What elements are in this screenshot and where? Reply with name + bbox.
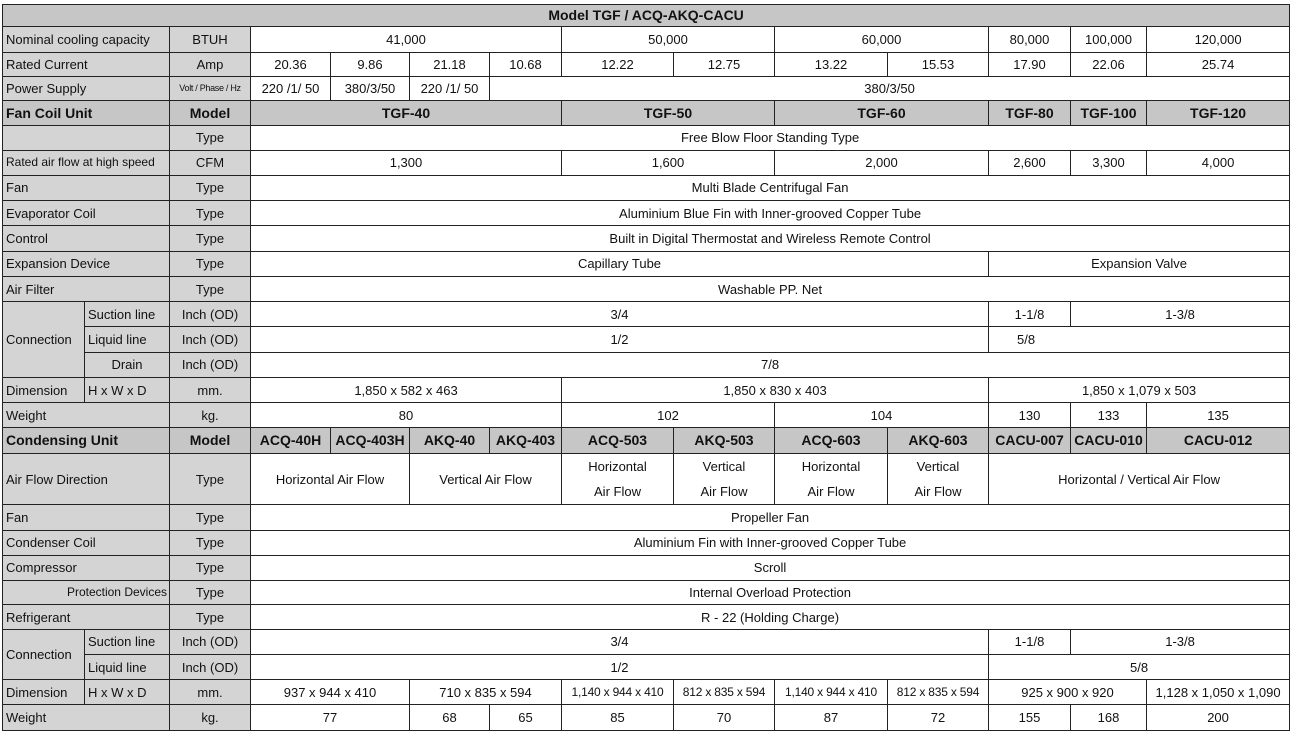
row-cu-dimension — [3, 680, 1290, 705]
cell-cu-dimension: 937 x 944 x 410 — [251, 680, 410, 705]
cell-air-direction — [674, 453, 775, 505]
label-suction: Suction line — [85, 302, 170, 327]
section-fan-coil-unit: Fan Coil Unit — [3, 101, 170, 126]
label-compressor: Compressor — [3, 555, 170, 580]
unit-liquid: Inch (OD) — [170, 327, 251, 352]
label-protection: Protection Devices — [3, 581, 170, 605]
cell-cu-weight: 87 — [775, 705, 888, 731]
label-fan: Fan — [3, 175, 170, 200]
unit-cu-dimension: mm. — [170, 680, 251, 705]
row-air-direction — [3, 453, 1290, 505]
unit-fcu-type: Type — [170, 126, 251, 150]
cell-cu-weight: 168 — [1071, 705, 1147, 731]
unit-evap: Type — [170, 201, 251, 226]
unit-fan: Type — [170, 175, 251, 200]
row-protection — [3, 581, 1290, 605]
cell-cu-suction: 1-3/8 — [1071, 629, 1290, 654]
model-cu: AKQ-603 — [888, 428, 989, 453]
unit-fcu-model: Model — [170, 101, 251, 126]
unit-nominal: BTUH — [170, 27, 251, 52]
cell-evap: Aluminium Blue Fin with Inner-grooved Copper Tube — [251, 201, 1290, 226]
table-title: Model TGF / ACQ-AKQ-CACU — [3, 5, 1290, 27]
cell-weight: 102 — [562, 403, 775, 428]
cell-liquid: 1/2 — [251, 327, 989, 352]
row-rated-current — [3, 52, 1290, 76]
cell-power: 380/3/50 — [490, 76, 1290, 100]
cell-cu-dimension: 710 x 835 x 594 — [410, 680, 562, 705]
cell-current: 12.75 — [674, 52, 775, 76]
row-control — [3, 226, 1290, 251]
cell-cu-weight: 72 — [888, 705, 989, 731]
cell-fan: Multi Blade Centrifugal Fan — [251, 175, 1290, 200]
cell-weight: 104 — [775, 403, 989, 428]
cell-airflow: 2,000 — [775, 150, 989, 175]
row-filter — [3, 276, 1290, 301]
unit-refrigerant: Type — [170, 605, 251, 629]
cell-protection: Internal Overload Protection — [251, 581, 1290, 605]
label-rated-current: Rated Current — [3, 52, 170, 76]
cell-air-direction — [775, 453, 888, 505]
cell-current: 9.86 — [331, 52, 410, 76]
cell-weight: 135 — [1147, 403, 1290, 428]
air-dir-line: Air Flow — [914, 484, 962, 500]
unit-control: Type — [170, 226, 251, 251]
cell-refrigerant: R - 22 (Holding Charge) — [251, 605, 1290, 629]
cell-cu-dimension: 1,128 x 1,050 x 1,090 — [1147, 680, 1290, 705]
row-refrigerant — [3, 605, 1290, 629]
row-fcu-fan — [3, 175, 1290, 200]
unit-cu-fan: Type — [170, 505, 251, 530]
cell-weight: 80 — [251, 403, 562, 428]
row-fcu-type — [3, 126, 1290, 150]
model-cu: ACQ-403H — [331, 428, 410, 453]
cell-dimension: 1,850 x 582 x 463 — [251, 377, 562, 402]
unit-airflow: CFM — [170, 150, 251, 175]
unit-expansion: Type — [170, 251, 251, 276]
air-dir-line: Air Flow — [700, 484, 748, 500]
cell-power: 220 /1/ 50 — [251, 76, 331, 100]
label-liquid: Liquid line — [85, 327, 170, 352]
cell-control: Built in Digital Thermostat and Wireless Remote Control — [251, 226, 1290, 251]
cell-nominal: 60,000 — [775, 27, 989, 52]
label-air-direction: Air Flow Direction — [3, 453, 170, 505]
cell-cu-weight: 85 — [562, 705, 674, 731]
cell-suction: 1-1/8 — [989, 302, 1071, 327]
label-weight: Weight — [3, 403, 170, 428]
cell-cu-weight: 68 — [410, 705, 490, 731]
label-cu-suction: Suction line — [85, 629, 170, 654]
cell-airflow: 1,300 — [251, 150, 562, 175]
unit-protection: Type — [170, 581, 251, 605]
row-fcu-drain — [3, 352, 1290, 377]
cell-weight: 130 — [989, 403, 1071, 428]
label-airflow: Rated air flow at high speed — [3, 150, 170, 175]
cell-current: 22.06 — [1071, 52, 1147, 76]
model-cu: ACQ-603 — [775, 428, 888, 453]
model-cu: AKQ-40 — [410, 428, 490, 453]
cell-air-direction: Vertical Air Flow — [410, 453, 562, 505]
cell-cu-weight: 65 — [490, 705, 562, 731]
label-refrigerant: Refrigerant — [3, 605, 170, 629]
unit-dimension: mm. — [170, 377, 251, 402]
cell-expansion: Capillary Tube — [251, 251, 989, 276]
cell-power: 220 /1/ 50 — [410, 76, 490, 100]
cell-nominal: 120,000 — [1147, 27, 1290, 52]
label-expansion: Expansion Device — [3, 251, 170, 276]
model-cu: CACU-007 — [989, 428, 1071, 453]
unit-cond-coil: Type — [170, 530, 251, 555]
label-blank — [3, 126, 170, 150]
cell-current: 25.74 — [1147, 52, 1290, 76]
cell-cond-coil: Aluminium Fin with Inner-grooved Copper Tube — [251, 530, 1290, 555]
cell-cu-dimension: 1,140 x 944 x 410 — [562, 680, 674, 705]
cell-cu-dimension: 925 x 900 x 920 — [989, 680, 1147, 705]
model-tgf: TGF-100 — [1071, 101, 1147, 126]
row-cu-fan — [3, 505, 1290, 530]
cell-weight: 133 — [1071, 403, 1147, 428]
label-fcu-connection: Connection — [3, 302, 85, 378]
cell-dimension: 1,850 x 830 x 403 — [562, 377, 989, 402]
cell-expansion: Expansion Valve — [989, 251, 1290, 276]
unit-power: Volt / Phase / Hz — [170, 76, 251, 100]
cell-current: 15.53 — [888, 52, 989, 76]
cell-airflow: 2,600 — [989, 150, 1071, 175]
label-cu-weight: Weight — [3, 705, 170, 731]
label-control: Control — [3, 226, 170, 251]
cell-nominal: 80,000 — [989, 27, 1071, 52]
cell-cu-suction: 1-1/8 — [989, 629, 1071, 654]
row-cu-liquid — [3, 654, 1290, 679]
model-cu: CACU-012 — [1147, 428, 1290, 453]
cell-cu-fan: Propeller Fan — [251, 505, 1290, 530]
row-fcu-liquid — [3, 327, 1290, 352]
cell-cu-weight: 200 — [1147, 705, 1290, 731]
model-tgf: TGF-60 — [775, 101, 989, 126]
unit-cu-model: Model — [170, 428, 251, 453]
cell-cu-dimension: 1,140 x 944 x 410 — [775, 680, 888, 705]
unit-weight: kg. — [170, 403, 251, 428]
cell-drain: 7/8 — [251, 352, 1290, 377]
unit-drain: Inch (OD) — [170, 352, 251, 377]
air-dir-line: Horizontal — [588, 459, 647, 475]
unit-cu-suction: Inch (OD) — [170, 629, 251, 654]
cell-cu-weight: 77 — [251, 705, 410, 731]
air-dir-line: Air Flow — [807, 484, 855, 500]
label-dimension: Dimension — [3, 377, 85, 402]
cell-dimension: 1,850 x 1,079 x 503 — [989, 377, 1290, 402]
cell-current: 20.36 — [251, 52, 331, 76]
cell-air-direction: Horizontal Air Flow — [251, 453, 410, 505]
spec-table — [2, 4, 1290, 731]
label-power: Power Supply — [3, 76, 170, 100]
model-cu: CACU-010 — [1071, 428, 1147, 453]
air-dir-line: Vertical — [916, 459, 960, 475]
cell-nominal: 50,000 — [562, 27, 775, 52]
unit-filter: Type — [170, 276, 251, 301]
row-fcu-suction — [3, 302, 1290, 327]
unit-cu-weight: kg. — [170, 705, 251, 731]
unit-cu-liquid: Inch (OD) — [170, 654, 251, 679]
label-cu-fan: Fan — [3, 505, 170, 530]
cell-compressor: Scroll — [251, 555, 1290, 580]
row-nominal — [3, 27, 1290, 52]
row-cu-weight — [3, 705, 1290, 731]
label-cond-coil: Condenser Coil — [3, 530, 170, 555]
cell-current: 10.68 — [490, 52, 562, 76]
row-fcu-dimension — [3, 377, 1290, 402]
model-tgf: TGF-50 — [562, 101, 775, 126]
cell-nominal: 100,000 — [1071, 27, 1147, 52]
label-cu-connection: Connection — [3, 629, 85, 680]
row-compressor — [3, 555, 1290, 580]
model-cu: AKQ-403 — [490, 428, 562, 453]
label-cu-hwd: H x W x D — [85, 680, 170, 705]
cell-fcu-type: Free Blow Floor Standing Type — [251, 126, 1290, 150]
label-drain: Drain — [85, 352, 170, 377]
cell-current: 13.22 — [775, 52, 888, 76]
model-cu: ACQ-40H — [251, 428, 331, 453]
cell-liquid: 5/8 — [989, 327, 1290, 352]
model-cu: ACQ-503 — [562, 428, 674, 453]
model-tgf: TGF-80 — [989, 101, 1071, 126]
cell-air-direction — [562, 453, 674, 505]
row-fcu-model — [3, 101, 1290, 126]
row-cu-suction — [3, 629, 1290, 654]
row-power — [3, 76, 1290, 100]
label-filter: Air Filter — [3, 276, 170, 301]
air-dir-line: Horizontal — [801, 459, 861, 475]
unit-suction: Inch (OD) — [170, 302, 251, 327]
model-tgf: TGF-120 — [1147, 101, 1290, 126]
row-airflow — [3, 150, 1290, 175]
section-condensing-unit: Condensing Unit — [3, 428, 170, 453]
unit-air-direction: Type — [170, 453, 251, 505]
label-cu-liquid: Liquid line — [85, 654, 170, 679]
cell-airflow: 4,000 — [1147, 150, 1290, 175]
air-dir-line: Air Flow — [594, 484, 641, 500]
cell-current: 21.18 — [410, 52, 490, 76]
cell-power: 380/3/50 — [331, 76, 410, 100]
cell-suction: 3/4 — [251, 302, 989, 327]
cell-air-direction — [888, 453, 989, 505]
cell-current: 17.90 — [989, 52, 1071, 76]
cell-cu-weight: 155 — [989, 705, 1071, 731]
cell-cu-liquid: 1/2 — [251, 654, 989, 679]
cell-suction: 1-3/8 — [1071, 302, 1290, 327]
cell-current: 12.22 — [562, 52, 674, 76]
air-dir-line: Vertical — [702, 459, 746, 475]
cell-airflow: 1,600 — [562, 150, 775, 175]
model-tgf: TGF-40 — [251, 101, 562, 126]
cell-cu-dimension: 812 x 835 x 594 — [674, 680, 775, 705]
row-evap — [3, 201, 1290, 226]
cell-airflow: 3,300 — [1071, 150, 1147, 175]
cell-cu-weight: 70 — [674, 705, 775, 731]
row-fcu-weight — [3, 403, 1290, 428]
label-nominal: Nominal cooling capacity — [3, 27, 170, 52]
label-cu-dimension: Dimension — [3, 680, 85, 705]
cell-cu-liquid: 5/8 — [989, 654, 1290, 679]
row-cu-model — [3, 428, 1290, 453]
cell-nominal: 41,000 — [251, 27, 562, 52]
cell-cu-suction: 3/4 — [251, 629, 989, 654]
cell-air-direction: Horizontal / Vertical Air Flow — [989, 453, 1290, 505]
label-evap: Evaporator Coil — [3, 201, 170, 226]
unit-compressor: Type — [170, 555, 251, 580]
row-cond-coil — [3, 530, 1290, 555]
label-hwd: H x W x D — [85, 377, 170, 402]
cell-filter: Washable PP. Net — [251, 276, 1290, 301]
row-expansion — [3, 251, 1290, 276]
model-cu: AKQ-503 — [674, 428, 775, 453]
unit-rated-current: Amp — [170, 52, 251, 76]
cell-cu-dimension: 812 x 835 x 594 — [888, 680, 989, 705]
